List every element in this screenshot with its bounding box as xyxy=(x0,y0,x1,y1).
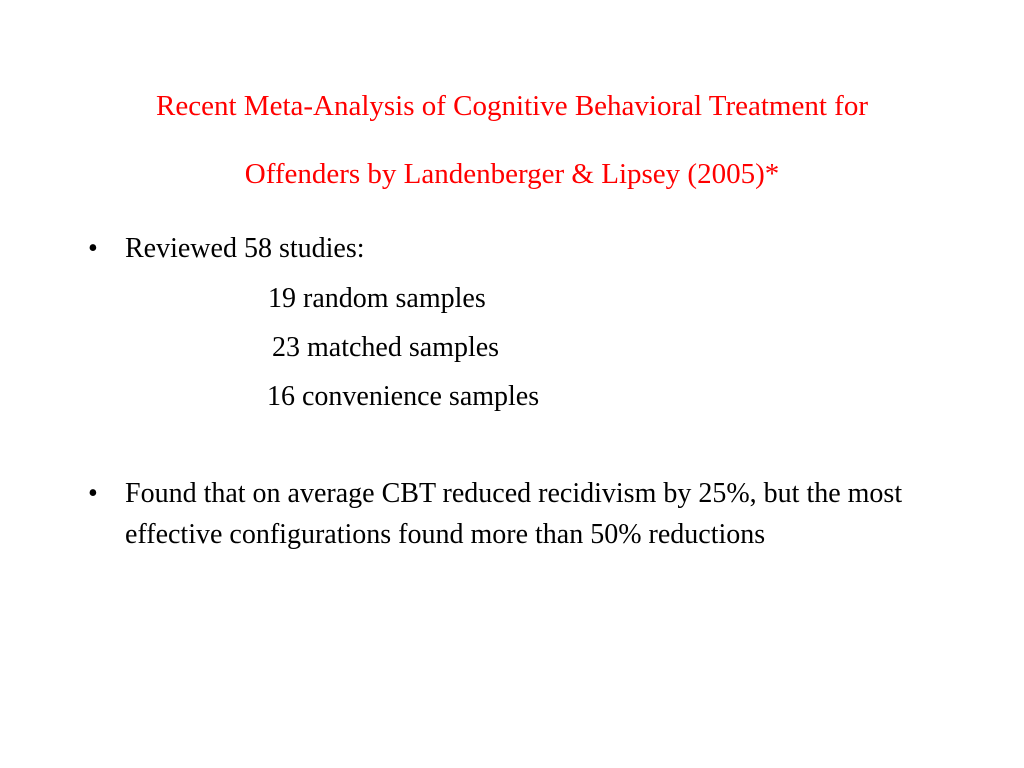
bullet-text: Reviewed 58 studies: xyxy=(125,233,365,264)
title-line-2: Offenders by Landenberger & Lipsey (2005)* xyxy=(244,158,780,190)
sub-item-matched-samples: 23 matched samples xyxy=(272,332,500,363)
bullet-text: Found that on average CBT reduced recidivism by 25%, but the most effective configurations found more than 50% reductions xyxy=(125,478,903,550)
sub-item-convenience-samples: 16 convenience samples xyxy=(267,381,540,412)
bullet-dot: • xyxy=(88,478,98,509)
bullet-dot: • xyxy=(88,233,98,264)
title-line-1: Recent Meta-Analysis of Cognitive Behavioral Treatment for xyxy=(156,90,868,122)
sub-item-random-samples: 19 random samples xyxy=(268,283,486,314)
slide-title xyxy=(60,72,964,208)
